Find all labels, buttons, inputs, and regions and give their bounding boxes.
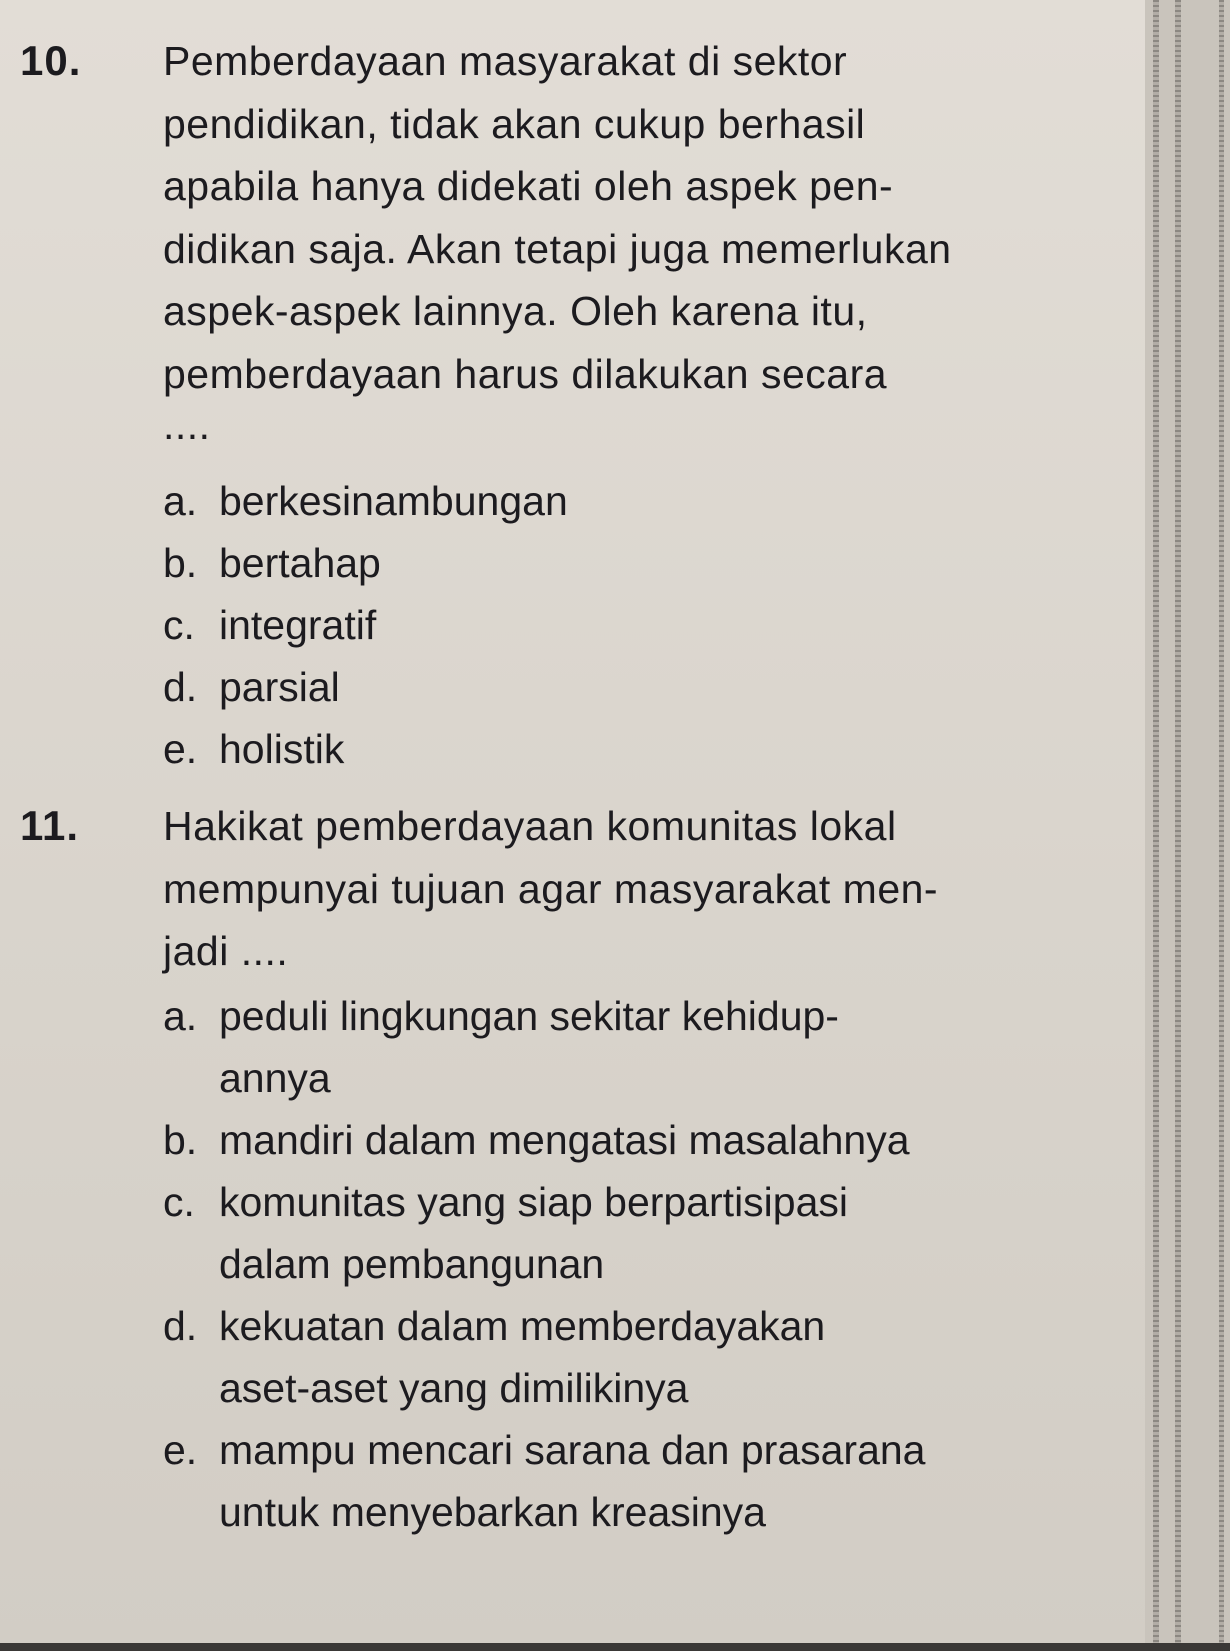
answer-options xyxy=(163,985,1103,1543)
question-number: 11. xyxy=(20,802,80,849)
binding-rule xyxy=(1175,0,1181,1651)
page-bottom-edge xyxy=(0,1643,1230,1651)
page-binding-edge xyxy=(1145,0,1230,1651)
stem-line: didikan saja. Akan tetapi juga memerlukan xyxy=(163,225,952,272)
binding-rule xyxy=(1219,0,1224,1651)
stem-line: pendidikan, tidak akan cukup berhasil xyxy=(163,100,866,147)
answer-option-b[interactable] xyxy=(163,1109,1103,1171)
option-letter: d. xyxy=(163,664,198,710)
stem-line: Hakikat pemberdayaan komunitas lokal xyxy=(163,803,897,849)
answer-options xyxy=(163,470,1103,780)
option-text: parsial xyxy=(219,664,340,710)
option-text: aset-aset yang dimilikinya xyxy=(219,1365,689,1411)
option-letter: d. xyxy=(163,1303,198,1349)
option-letter: c. xyxy=(163,602,195,648)
option-text: mandiri dalam mengatasi masalahnya xyxy=(219,1117,910,1163)
answer-option-c[interactable] xyxy=(163,594,1103,656)
answer-option-d[interactable] xyxy=(163,656,1103,718)
option-text: annya xyxy=(219,1055,331,1101)
option-text: holistik xyxy=(219,726,345,772)
stem-line: jadi .... xyxy=(163,928,289,974)
answer-option-e[interactable] xyxy=(163,1419,1103,1543)
option-text: peduli lingkungan sekitar kehidup- xyxy=(219,993,839,1039)
stem-line: apabila hanya didekati oleh aspek pen- xyxy=(163,163,894,209)
option-letter: b. xyxy=(163,1117,198,1163)
option-text: bertahap xyxy=(219,540,381,586)
binding-rule xyxy=(1153,0,1159,1651)
option-text: dalam pembangunan xyxy=(219,1241,605,1287)
question-stem xyxy=(163,795,1103,983)
option-letter: e. xyxy=(163,1427,198,1473)
stem-line: .... xyxy=(163,402,211,448)
answer-option-e[interactable] xyxy=(163,718,1103,780)
option-text: berkesinambungan xyxy=(219,478,568,524)
stem-line: aspek-aspek lainnya. Oleh karena itu, xyxy=(163,288,868,334)
option-text: untuk menyebarkan kreasinya xyxy=(219,1489,766,1535)
option-letter: b. xyxy=(163,540,198,586)
option-letter: a. xyxy=(163,993,198,1039)
option-letter: c. xyxy=(163,1179,195,1225)
answer-option-c[interactable] xyxy=(163,1171,1103,1295)
option-letter: e. xyxy=(163,726,198,772)
option-letter: a. xyxy=(163,478,198,524)
answer-option-a[interactable] xyxy=(163,985,1103,1109)
option-text: komunitas yang siap berpartisipasi xyxy=(219,1179,848,1225)
question-stem xyxy=(163,30,1103,448)
stem-line: pemberdayaan harus dilakukan secara xyxy=(163,350,888,397)
stem-line: Pemberdayaan masyarakat di sektor xyxy=(163,38,848,84)
stem-line: mempunyai tujuan agar masyarakat men- xyxy=(163,865,939,912)
answer-option-a[interactable] xyxy=(163,470,1103,532)
answer-option-d[interactable] xyxy=(163,1295,1103,1419)
answer-option-b[interactable] xyxy=(163,532,1103,594)
option-text: integratif xyxy=(219,602,377,648)
option-text: mampu mencari sarana dan prasarana xyxy=(219,1427,926,1473)
question-number: 10. xyxy=(20,37,82,84)
option-text: kekuatan dalam memberdayakan xyxy=(219,1303,826,1349)
